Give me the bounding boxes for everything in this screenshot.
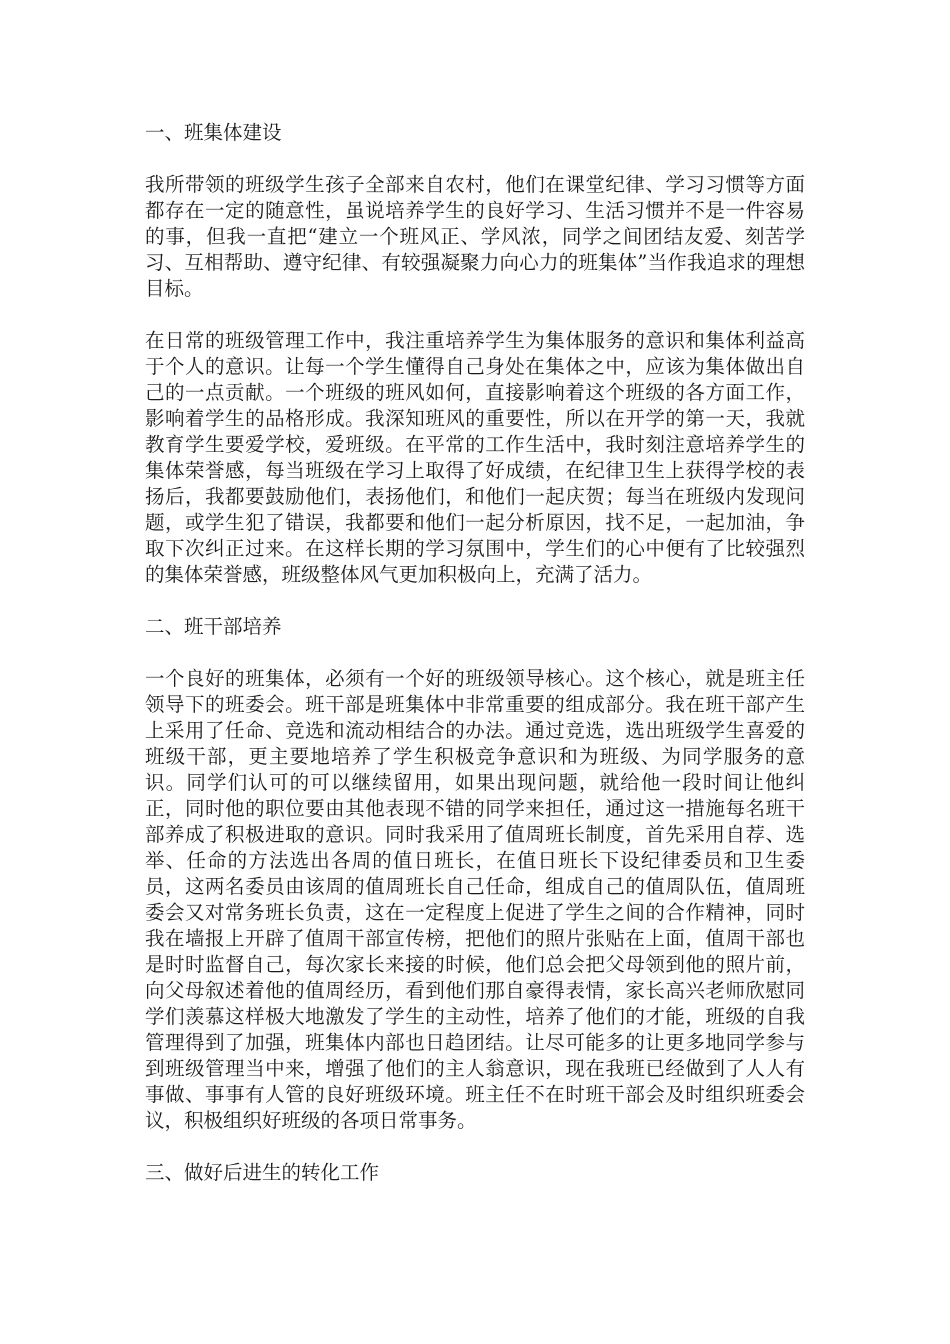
section-1-paragraph-1: 我所带领的班级学生孩子全部来自农村，他们在课堂纪律、学习习惯等方面都存在一定的随意性，虽说培养学生的良好学习、生活习惯并不是一件容易的事，但我一直把“建立一个班风正、学风浓，同学之间团结友爱、刻苦学习、互相帮助、遵守纪律、有较强凝聚力向心力的班集体”当作我追求的理想目标。 — [145, 173, 805, 300]
section-2-paragraph-1: 一个良好的班集体，必须有一个好的班级领导核心。这个核心，就是班主任领导下的班委会。班干部是班集体中非常重要的组成部分。我在班干部产生上采用了任命、竞选和流动相结合的办法。通过竞选，选出班级学生喜爱的班级干部，更主要地培养了学生积极竞争意识和为班级、为同学服务的意识。同学们认可的可以继续留用，如果出现问题，就给他一段时间让他纠正，同时他的职位要由其他表现不错的同学来担任，通过这一措施每名班干部养成了积极进取的意识。同时我采用了值周班长制度，首先采用自荐、选举、任命的方法选出各周的值日班长，在值日班长下设纪律委员和卫生委员，这两名委员由该周的值周班长自己任命，组成自己的值周队伍，值周班委会又对常务班长负责，这在一定程度上促进了学生之间的合作精神，同时我在墙报上开辟了值周干部宣传榜，把他们的照片张贴在上面，值周干部也是时时监督自己，每次家长来接的时候，他们总会把父母领到他的照片前，向父母叙述着他的值周经历，看到他们那自豪得表情，家长高兴老师欣慰同学们羡慕这样极大地激发了学生的主动性，培养了他们的才能，班级的自我管理得到了加强，班集体内部也日趋团结。让尽可能多的让更多地同学参与到班级管理当中来，增强了他们的主人翁意识，现在我班已经做到了人人有事做、事事有人管的良好班级环境。班主任不在时班干部会及时组织班委会议，积极组织好班级的各项日常事务。 — [145, 667, 805, 1132]
section-1-paragraph-2: 在日常的班级管理工作中，我注重培养学生为集体服务的意识和集体利益高于个人的意识。让每一个学生懂得自己身处在集体之中，应该为集体做出自己的一点贡献。一个班级的班风如何，直接影响着这个班级的各方面工作，影响着学生的品格形成。我深知班风的重要性，所以在开学的第一天，我就教育学生要爱学校，爱班级。在平常的工作生活中，我时刻注意培养学生的集体荣誉感，每当班级在学习上取得了好成绩，在纪律卫生上获得学校的表扬后，我都要鼓励他们，表扬他们，和他们一起庆贺；每当在班级内发现问题，或学生犯了错误，我都要和他们一起分析原因，找不足，一起加油，争取下次纠正过来。在这样长期的学习氛围中，学生们的心中便有了比较强烈的集体荣誉感，班级整体风气更加积极向上，充满了活力。 — [145, 329, 805, 586]
section-heading-3: 三、做好后进生的转化工作 — [145, 1161, 380, 1184]
document-body — [145, 120, 805, 1212]
section-heading-2: 二、班干部培养 — [145, 615, 282, 638]
section-heading-1: 一、班集体建设 — [145, 121, 282, 144]
